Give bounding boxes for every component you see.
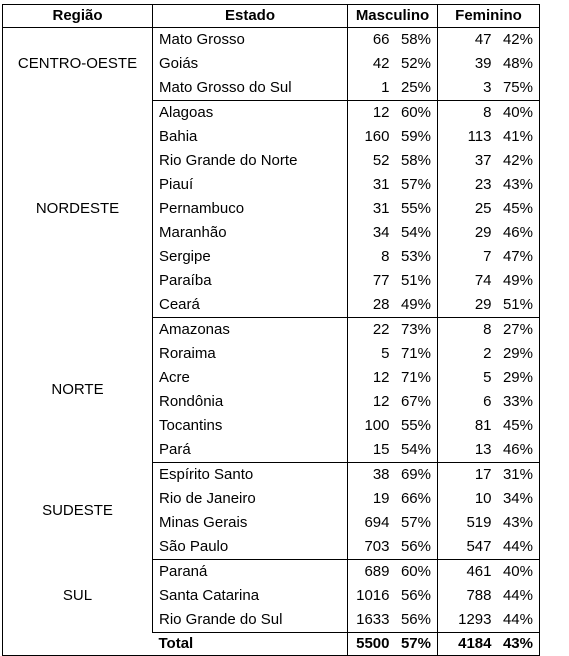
region-cell: NORTE [3, 318, 153, 463]
male-percent-cell: 57% [393, 173, 438, 197]
female-percent-cell: 34% [495, 487, 540, 511]
header-estado: Estado [153, 5, 348, 28]
male-count-cell: 38 [372, 466, 390, 483]
table-row [3, 560, 540, 585]
male-percent-cell: 56% [393, 608, 438, 633]
male-count-cell: 66 [372, 31, 390, 48]
male-count-cell: 1 [348, 76, 393, 101]
female-count-cell: 81 [474, 417, 492, 434]
male-percent-cell: 57% [393, 511, 438, 535]
female-percent-cell: 46% [495, 221, 540, 245]
female-count-cell: 788 [466, 587, 492, 604]
state-cell: São Paulo [153, 535, 348, 560]
state-cell: Roraima [153, 342, 348, 366]
region-group [3, 318, 540, 463]
total-female-count: 4184 [438, 633, 495, 656]
female-count-cell: 10 [474, 490, 492, 507]
region-group [3, 560, 540, 633]
female-percent-cell: 31% [495, 463, 540, 488]
region-group [3, 463, 540, 560]
male-count-cell: 28 [348, 293, 393, 318]
table-row [3, 463, 540, 488]
male-percent-cell: 69% [393, 463, 438, 488]
state-cell: Tocantins [153, 414, 348, 438]
female-percent-cell: 42% [495, 149, 540, 173]
male-count-cell: 12 [372, 104, 390, 121]
female-count-cell: 7 [483, 248, 492, 265]
male-percent-cell: 59% [393, 125, 438, 149]
table-header [3, 5, 540, 28]
state-cell: Maranhão [153, 221, 348, 245]
male-percent-cell: 60% [393, 101, 438, 126]
female-percent-cell: 29% [495, 342, 540, 366]
male-count-cell: 100 [364, 417, 390, 434]
female-count-cell: 47 [474, 31, 492, 48]
female-percent-cell: 42% [495, 28, 540, 53]
female-percent-cell: 51% [495, 293, 540, 318]
male-count-cell: 1633 [348, 608, 393, 633]
female-percent-cell: 40% [495, 560, 540, 585]
male-percent-cell: 71% [393, 342, 438, 366]
female-count-cell: 519 [466, 514, 492, 531]
region-group [3, 101, 540, 318]
female-count-cell: 29 [438, 293, 495, 318]
male-count-cell: 160 [364, 128, 390, 145]
female-count-cell: 6 [483, 393, 492, 410]
header-regiao: Região [3, 5, 153, 28]
state-cell: Rio de Janeiro [153, 487, 348, 511]
state-cell: Santa Catarina [153, 584, 348, 608]
male-count-cell: 689 [364, 563, 390, 580]
data-table [2, 4, 540, 656]
female-count-cell: 1293 [438, 608, 495, 633]
total-label: Total [153, 633, 348, 656]
male-percent-cell: 55% [393, 414, 438, 438]
state-cell: Rio Grande do Sul [153, 608, 348, 633]
male-percent-cell: 73% [393, 318, 438, 343]
female-count-cell: 23 [474, 176, 492, 193]
region-cell: SUL [3, 560, 153, 633]
state-cell: Mato Grosso do Sul [153, 76, 348, 101]
state-cell: Paraná [153, 560, 348, 585]
state-cell: Alagoas [153, 101, 348, 126]
state-cell: Rio Grande do Norte [153, 149, 348, 173]
total-male-percent: 57% [393, 633, 438, 656]
female-percent-cell: 45% [495, 414, 540, 438]
header-feminino: Feminino [438, 5, 540, 28]
total-male-count: 5500 [348, 633, 393, 656]
male-count-cell: 34 [372, 224, 390, 241]
male-percent-cell: 55% [393, 197, 438, 221]
male-percent-cell: 53% [393, 245, 438, 269]
male-count-cell: 12 [372, 393, 390, 410]
female-count-cell: 547 [438, 535, 495, 560]
state-cell: Piauí [153, 173, 348, 197]
female-count-cell: 8 [483, 321, 492, 338]
header-masculino: Masculino [348, 5, 438, 28]
female-count-cell: 113 [467, 128, 492, 145]
male-percent-cell: 25% [393, 76, 438, 101]
male-count-cell: 8 [381, 248, 390, 265]
region-group [3, 28, 540, 101]
state-cell: Rondônia [153, 390, 348, 414]
female-percent-cell: 48% [495, 52, 540, 76]
male-percent-cell: 49% [393, 293, 438, 318]
female-count-cell: 8 [483, 104, 492, 121]
male-percent-cell: 56% [393, 584, 438, 608]
male-percent-cell: 56% [393, 535, 438, 560]
male-percent-cell: 60% [393, 560, 438, 585]
total-row [3, 633, 540, 656]
female-percent-cell: 33% [495, 390, 540, 414]
female-count-cell: 25 [474, 200, 492, 217]
female-percent-cell: 75% [495, 76, 540, 101]
region-cell: SUDESTE [3, 463, 153, 560]
male-percent-cell: 51% [393, 269, 438, 293]
male-percent-cell: 54% [393, 438, 438, 463]
region-cell: NORDESTE [3, 101, 153, 318]
male-count-cell: 1016 [356, 587, 390, 604]
female-percent-cell: 43% [495, 511, 540, 535]
male-count-cell: 31 [372, 200, 390, 217]
state-cell: Pará [153, 438, 348, 463]
female-percent-cell: 43% [495, 173, 540, 197]
female-percent-cell: 41% [495, 125, 540, 149]
male-percent-cell: 54% [393, 221, 438, 245]
state-cell: Minas Gerais [153, 511, 348, 535]
male-percent-cell: 67% [393, 390, 438, 414]
female-percent-cell: 47% [495, 245, 540, 269]
female-count-cell: 39 [474, 55, 492, 72]
male-count-cell: 703 [348, 535, 393, 560]
male-percent-cell: 58% [393, 28, 438, 53]
state-cell: Acre [153, 366, 348, 390]
male-count-cell: 77 [372, 272, 390, 289]
male-count-cell: 694 [364, 514, 390, 531]
total-blank-cell [3, 633, 153, 656]
female-count-cell: 74 [474, 272, 492, 289]
male-percent-cell: 71% [393, 366, 438, 390]
female-percent-cell: 40% [495, 101, 540, 126]
state-cell: Amazonas [153, 318, 348, 343]
male-count-cell: 19 [372, 490, 390, 507]
female-percent-cell: 44% [495, 535, 540, 560]
male-count-cell: 22 [372, 321, 390, 338]
male-count-cell: 52 [372, 152, 390, 169]
female-count-cell: 2 [483, 345, 492, 362]
female-percent-cell: 44% [495, 608, 540, 633]
total-female-percent: 43% [495, 633, 540, 656]
female-percent-cell: 27% [495, 318, 540, 343]
state-cell: Sergipe [153, 245, 348, 269]
state-cell: Paraíba [153, 269, 348, 293]
female-percent-cell: 46% [495, 438, 540, 463]
region-cell: CENTRO-OESTE [3, 28, 153, 101]
male-count-cell: 12 [372, 369, 390, 386]
female-count-cell: 461 [466, 563, 492, 580]
male-percent-cell: 58% [393, 149, 438, 173]
male-count-cell: 15 [348, 438, 393, 463]
table-row [3, 318, 540, 343]
female-percent-cell: 49% [495, 269, 540, 293]
table-container [2, 4, 540, 656]
male-count-cell: 5 [381, 345, 390, 362]
state-cell: Goiás [153, 52, 348, 76]
female-count-cell: 3 [438, 76, 495, 101]
female-count-cell: 17 [474, 466, 492, 483]
state-cell: Ceará [153, 293, 348, 318]
state-cell: Mato Grosso [153, 28, 348, 53]
female-count-cell: 5 [483, 369, 492, 386]
table-row [3, 28, 540, 53]
female-percent-cell: 45% [495, 197, 540, 221]
state-cell: Bahia [153, 125, 348, 149]
male-count-cell: 31 [372, 176, 390, 193]
female-percent-cell: 29% [495, 366, 540, 390]
male-count-cell: 42 [372, 55, 390, 72]
male-percent-cell: 66% [393, 487, 438, 511]
table-row [3, 101, 540, 126]
female-percent-cell: 44% [495, 584, 540, 608]
male-percent-cell: 52% [393, 52, 438, 76]
state-cell: Espírito Santo [153, 463, 348, 488]
state-cell: Pernambuco [153, 197, 348, 221]
female-count-cell: 29 [474, 224, 492, 241]
table-footer [3, 633, 540, 656]
female-count-cell: 37 [474, 152, 492, 169]
female-count-cell: 13 [438, 438, 495, 463]
